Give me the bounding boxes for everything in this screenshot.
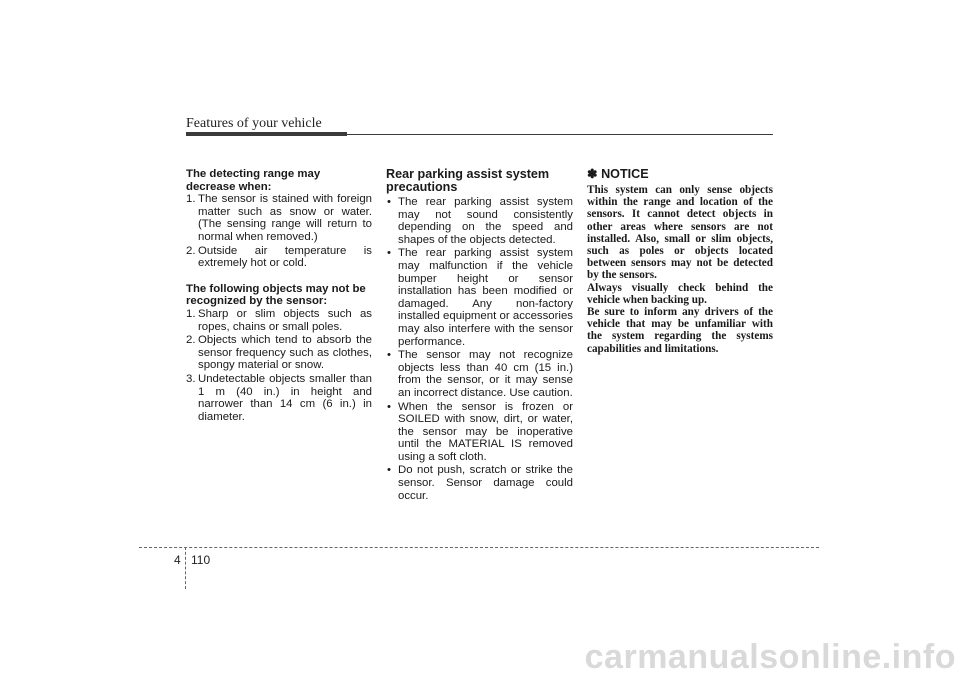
list-item xyxy=(186,373,372,423)
list-item xyxy=(186,334,372,372)
bullet-text: When the sensor is frozen or SOILED with snow, dirt, or water, the sensor may be inoperative until the MATERIAL IS removed using a soft cloth. xyxy=(398,400,573,463)
list-number: 2. xyxy=(186,244,196,257)
bullet-item xyxy=(386,196,573,246)
unrecognized-objects-heading: The following objects may not be recognized by the sensor: xyxy=(186,282,366,308)
list-item-text: Sharp or slim objects such as ropes, chains or small poles. xyxy=(198,307,372,333)
list-number: 1. xyxy=(186,193,196,206)
bullet-icon: • xyxy=(387,464,391,477)
detecting-range-list xyxy=(186,193,372,270)
bullet-text: The sensor may not recognize objects less than 40 cm (15 in.) from the sensor, or it may sense an incorrect distance. Use caution. xyxy=(398,349,573,399)
list-item-text: Objects which tend to absorb the sensor frequency such as clothes, spongy material or snow. xyxy=(198,334,372,372)
notice-paragraph: This system can only sense objects within the range and location of the sensors. It cannot detect objects in other areas where sensors are not installed. Also, small or slim objects, such as poles or objects located between sensors may not be detected by the sensors. xyxy=(587,184,773,282)
bullet-icon: • xyxy=(387,247,391,260)
list-item xyxy=(186,308,372,333)
list-number: 2. xyxy=(186,334,196,347)
list-number: 3. xyxy=(186,372,196,385)
notice-paragraph: Be sure to inform any drivers of the vehicle that may be unfamiliar with the system regarding the systems capabilities and limitations. xyxy=(587,306,773,355)
bullet-text: The rear parking assist system may malfunction if the vehicle bumper height or sensor installation has been modified or damaged. Any non-factory installed equipment or accessories may also interfere with the sensor performance. xyxy=(398,247,573,348)
header-rule-thin xyxy=(347,134,773,135)
list-item-text: Outside air temperature is extremely hot or cold. xyxy=(198,244,372,270)
bullet-item xyxy=(386,247,573,348)
bullet-icon: • xyxy=(387,196,391,208)
watermark-text: carmanualsonline.info xyxy=(584,638,956,676)
notice-body xyxy=(587,184,773,355)
bullet-item xyxy=(386,464,573,502)
bullet-icon: • xyxy=(387,400,391,413)
list-item xyxy=(186,245,372,270)
page-number: 110 xyxy=(191,553,211,567)
chapter-number: 4 xyxy=(174,553,181,567)
notice-heading xyxy=(587,168,773,181)
bullet-text: The rear parking assist system may not sound consistently depending on the speed and shapes of the objects detected. xyxy=(398,196,573,246)
precautions-list xyxy=(386,196,573,502)
list-item xyxy=(186,193,372,243)
column-notice xyxy=(587,168,773,355)
column-precautions xyxy=(386,168,573,503)
notice-paragraph: Always visually check behind the vehicle when backing up. xyxy=(587,281,773,306)
list-item-text: The sensor is stained with foreign matter such as snow or water. (The sensing range will return to normal when removed.) xyxy=(198,193,372,243)
header-rule-thick xyxy=(186,132,347,136)
list-item-text: Undetectable objects smaller than 1 m (40 in.) in height and narrower than 14 cm (6 in.) in diameter. xyxy=(198,372,372,423)
column-detecting-range xyxy=(186,168,372,424)
footer-divider xyxy=(139,547,819,548)
precautions-heading: Rear parking assist system precautions xyxy=(386,167,550,194)
notice-icon: ✽ xyxy=(587,167,598,181)
bullet-item xyxy=(386,349,573,399)
bullet-text: Do not push, scratch or strike the sensor. Sensor damage could occur. xyxy=(398,464,573,502)
bullet-item xyxy=(386,401,573,464)
unrecognized-objects-list xyxy=(186,308,372,423)
list-number: 1. xyxy=(186,307,196,320)
footer-vertical-divider xyxy=(185,547,186,589)
notice-title: NOTICE xyxy=(601,167,649,181)
section-title: Features of your vehicle xyxy=(186,116,322,131)
bullet-icon: • xyxy=(387,349,391,362)
detecting-range-heading: The detecting range may decrease when: xyxy=(186,168,321,193)
